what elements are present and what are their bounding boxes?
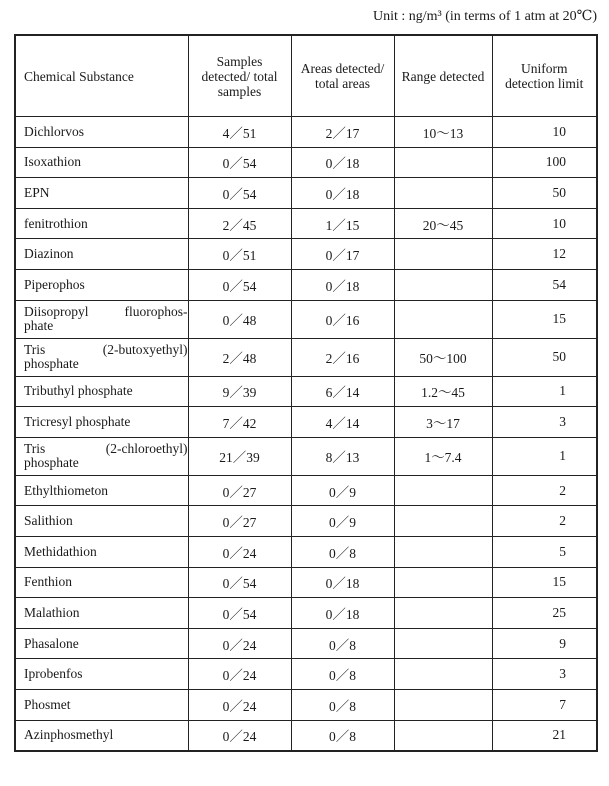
cell-areas: 0／8 [291,689,394,720]
cell-substance: Salithion [15,506,188,537]
cell-areas: 0／8 [291,536,394,567]
cell-range [394,720,492,751]
table-row [15,659,597,690]
table-row [15,208,597,239]
cell-samples: 0／27 [188,475,291,506]
cell-areas: 0／18 [291,178,394,209]
cell-samples: 0／54 [188,567,291,598]
detection-table [14,34,598,752]
cell-range [394,628,492,659]
table-row [15,300,597,338]
cell-range: 1～7.4 [394,437,492,475]
cell-areas: 4／14 [291,407,394,438]
cell-substance: Diazinon [15,239,188,270]
cell-range: 3～17 [394,407,492,438]
cell-samples: 2／48 [188,338,291,376]
cell-substance: Malathion [15,598,188,629]
cell-substance: Tributhyl phosphate [15,376,188,407]
cell-range [394,300,492,338]
substance-line-2: phate [24,318,54,334]
cell-substance: Piperophos [15,269,188,300]
table-row [15,407,597,438]
cell-limit: 1 [492,376,597,407]
cell-areas: 0／18 [291,269,394,300]
cell-areas: 0／8 [291,659,394,690]
cell-range [394,178,492,209]
substance-line-2: phosphate [24,356,79,372]
cell-substance: Ethylthiometon [15,475,188,506]
cell-substance: Dichlorvos [15,117,188,148]
cell-range: 1.2～45 [394,376,492,407]
cell-areas: 0／18 [291,567,394,598]
cell-substance: Phasalone [15,628,188,659]
cell-limit: 5 [492,536,597,567]
cell-areas: 0／18 [291,598,394,629]
cell-substance: Tricresyl phosphate [15,407,188,438]
cell-samples: 9／39 [188,376,291,407]
table-row [15,178,597,209]
header-areas: Areas detected/ total areas [291,35,394,117]
header-row [15,35,597,117]
cell-areas: 0／8 [291,720,394,751]
cell-samples: 0／27 [188,506,291,537]
cell-limit: 100 [492,147,597,178]
table-row [15,689,597,720]
unit-note: Unit : ng/m³ (in terms of 1 atm at 20℃) [373,9,597,24]
cell-samples: 0／54 [188,598,291,629]
cell-areas: 0／18 [291,147,394,178]
cell-range [394,269,492,300]
cell-substance: Fenthion [15,567,188,598]
cell-substance [15,338,188,376]
cell-limit: 9 [492,628,597,659]
cell-substance [15,300,188,338]
cell-areas: 0／9 [291,506,394,537]
cell-areas: 0／8 [291,628,394,659]
cell-areas: 0／9 [291,475,394,506]
table-row [15,269,597,300]
header-limit: Uniform detection limit [492,35,597,117]
header-substance: Chemical Substance [15,35,188,117]
cell-substance: Methidathion [15,536,188,567]
cell-range: 10～13 [394,117,492,148]
cell-limit: 25 [492,598,597,629]
table-row [15,338,597,376]
cell-areas: 6／14 [291,376,394,407]
cell-substance: Iprobenfos [15,659,188,690]
cell-samples: 0／54 [188,178,291,209]
table-row [15,239,597,270]
table-row [15,376,597,407]
table-row [15,567,597,598]
table-row [15,536,597,567]
cell-samples: 0／24 [188,689,291,720]
cell-range [394,239,492,270]
cell-areas: 1／15 [291,208,394,239]
cell-limit: 54 [492,269,597,300]
cell-samples: 7／42 [188,407,291,438]
cell-limit: 10 [492,208,597,239]
cell-samples: 0／24 [188,720,291,751]
cell-areas: 0／17 [291,239,394,270]
cell-samples: 2／45 [188,208,291,239]
table-row [15,117,597,148]
table-row [15,147,597,178]
cell-limit: 15 [492,300,597,338]
cell-samples: 0／24 [188,628,291,659]
cell-limit: 3 [492,659,597,690]
cell-range [394,147,492,178]
substance-line-1: Diisopropyl fluorophos- [24,304,188,320]
cell-limit: 12 [492,239,597,270]
cell-range: 50～100 [394,338,492,376]
cell-substance: EPN [15,178,188,209]
table-row [15,598,597,629]
header-samples: Samples detected/ total samples [188,35,291,117]
cell-samples: 0／48 [188,300,291,338]
table-row [15,506,597,537]
table-row [15,720,597,751]
cell-limit: 50 [492,178,597,209]
cell-samples: 0／24 [188,536,291,567]
cell-substance: fenitrothion [15,208,188,239]
cell-range [394,567,492,598]
cell-areas: 8／13 [291,437,394,475]
cell-range [394,659,492,690]
cell-samples: 21／39 [188,437,291,475]
cell-range: 20～45 [394,208,492,239]
cell-limit: 50 [492,338,597,376]
cell-samples: 0／24 [188,659,291,690]
cell-substance: Isoxathion [15,147,188,178]
cell-limit: 10 [492,117,597,148]
cell-limit: 15 [492,567,597,598]
cell-substance [15,437,188,475]
cell-range [394,475,492,506]
cell-limit: 1 [492,437,597,475]
cell-areas: 2／16 [291,338,394,376]
table-row [15,437,597,475]
cell-substance: Phosmet [15,689,188,720]
cell-samples: 4／51 [188,117,291,148]
cell-areas: 2／17 [291,117,394,148]
cell-substance: Azinphosmethyl [15,720,188,751]
substance-line-2: phosphate [24,455,79,471]
header-range: Range detected [394,35,492,117]
table-row [15,475,597,506]
table-row [15,628,597,659]
cell-limit: 21 [492,720,597,751]
cell-range [394,506,492,537]
cell-limit: 2 [492,506,597,537]
substance-line-1: Tris (2-chloroethyl) [24,441,188,457]
cell-range [394,536,492,567]
cell-range [394,689,492,720]
cell-limit: 7 [492,689,597,720]
cell-areas: 0／16 [291,300,394,338]
cell-limit: 3 [492,407,597,438]
cell-samples: 0／54 [188,147,291,178]
cell-limit: 2 [492,475,597,506]
substance-line-1: Tris (2-butoxyethyl) [24,342,188,358]
cell-samples: 0／54 [188,269,291,300]
cell-samples: 0／51 [188,239,291,270]
cell-range [394,598,492,629]
